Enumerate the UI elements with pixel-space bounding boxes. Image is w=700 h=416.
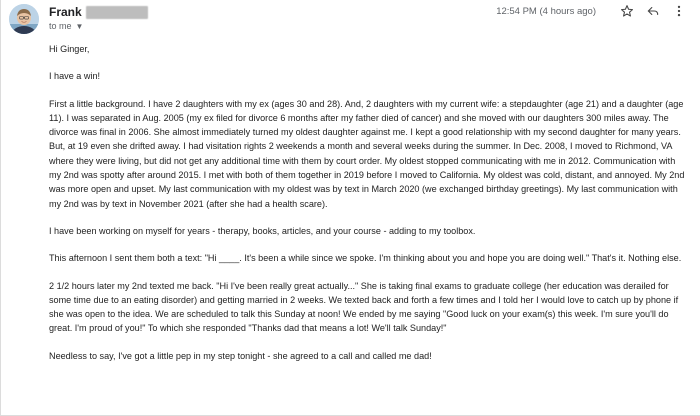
message-paragraph: First a little background. I have 2 daughters with my ex (ages 30 and 28). And, 2 daughters with my current wife: a stepdaughter (age 21) and a daughter (age 11). I was separated in Aug. 2005 (my ex filed for divorce 6 months after my father died of cancer) and she moved with our daughters 300 miles away. The divorce was final in 2006. She almost immediately turned my oldest daughter against me. I kept a good relationship with my second daughter for many years. But, at 19 even she drifted away. I had visitation rights 2 weekends a month and several weeks during the summer. In Dec. 2008, I moved to Richmond, VA where they were living, but did not get any additional time with them by court order. My oldest stopped communicating with me in 2012. Communication with my 2nd was spotty after around 2015. I met with both of them together in 2019 before I moved to California. My oldest was cold, distant, and annoyed. My 2nd was more open and upset. My last communication with my oldest was by text in March 2020 (we exchanged birthday greetings). My last communication with my 2nd was by text in November 2021 (after she had a health scare). bbox=[49, 98, 685, 209]
star-icon[interactable] bbox=[618, 2, 636, 20]
more-vert-icon[interactable] bbox=[670, 2, 688, 20]
message-greeting: Hi Ginger, bbox=[49, 44, 90, 54]
message-paragraph: I have been working on myself for years - therapy, books, articles, and your course - adding to my toolbox. bbox=[49, 225, 476, 236]
sender-line bbox=[49, 4, 148, 20]
message-body bbox=[49, 42, 685, 376]
message-timestamp: 12:54 PM (4 hours ago) bbox=[496, 5, 596, 17]
message-paragraph: I have a win! bbox=[49, 71, 101, 82]
caret-down-icon[interactable]: ▼ bbox=[75, 21, 84, 31]
message-paragraph: 2 1/2 hours later my 2nd texted me back. "Hi I've been really great actually..." She is taking final exams to graduate college (her education was derailed for some time due to an eating disorder) and getting married in 2 weeks. We texted back and forth a few times and I told her I would love to catch up by phone if she was open to the idea. We are scheduled to talk this Sunday at noon! We ended by me saying "Good luck on your exam(s) this week. I'm sure you'll do great. I'm proud of you!" To which she responded "Thanks dad that means a lot! We'll talk Sunday!" bbox=[49, 280, 679, 334]
message-paragraph: This afternoon I sent them both a text: "Hi ____. It's been a while since we spoke. I'm thinking about you and hope you are doing well." That's it. Nothing else. bbox=[49, 253, 682, 264]
reply-icon[interactable] bbox=[644, 2, 662, 20]
redacted-sender-email bbox=[86, 6, 148, 19]
avatar-image bbox=[9, 4, 39, 34]
recipient-line bbox=[49, 20, 83, 32]
sender-avatar[interactable] bbox=[9, 4, 39, 34]
recipient-label: to me bbox=[49, 21, 72, 31]
message-meta bbox=[496, 3, 688, 19]
sender-name[interactable]: Frank bbox=[49, 5, 82, 19]
message-paragraph: Needless to say, I've got a little pep in my step tonight - she agreed to a call and called me dad! bbox=[49, 350, 432, 361]
